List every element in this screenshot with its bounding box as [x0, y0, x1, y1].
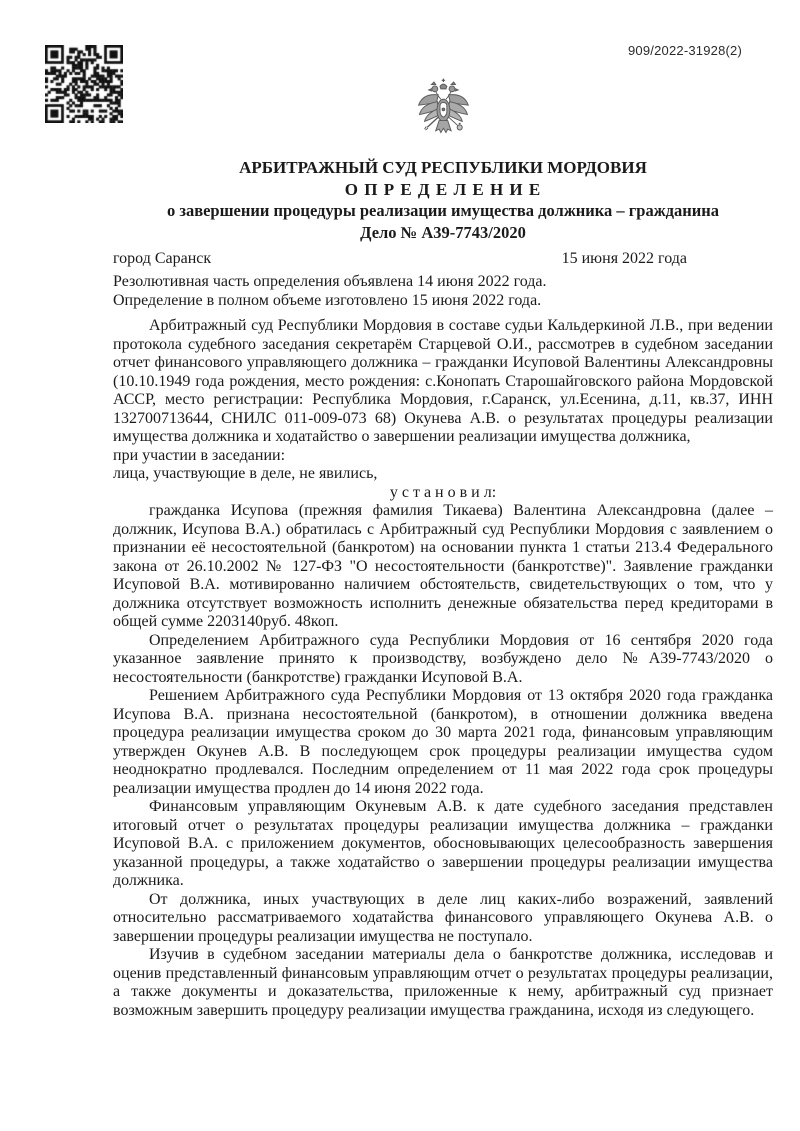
intro-paragraph: Арбитражный суд Республики Мордовия в составе судьи Кальдеркиной Л.В., при ведении протокола судебного заседания секретарём Старцевой О.И., рассмотрев в судебном заседании отчет финансового управляющего должника – гражданки Исуповой Валентины Александровны (10.10.1949 года рождения, место рождения: с.Конопать Старошайговского района Мордовской АССР, место регистрации: Республика Мордовия, г.Саранск, ул.Есенина, д.11, кв.37, ИНН 132700713644, СНИЛС 011-009-073 68) Окунева А.В. о результатах процедуры реализации имущества должника и ходатайство о завершении реализации имущества должника,: [113, 317, 773, 445]
body-paragraph: Решением Арбитражного суда Республики Мордовия от 13 октября 2020 года гражданка Исупова В.А. признана несостоятельной (банкротом), в отношении должника введена процедура реализации имущества сроком до 30 марта 2021 года, финансовым управляющим утвержден Окунев А.В. В последующем срок процедуры реализации имущества судом неоднократно продлевался. Последним определением от 11 мая 2022 года срок процедуры реализации имущества продлен до 14 июня 2022 года.: [113, 687, 773, 797]
body-paragraph: Изучив в судебном заседании материалы дела о банкротстве должника, исследовав и оценив представленный финансовым управляющим отчет о результатах процедуры реализации, а также документы и доказательства, приложенные к нему, арбитражный суд признает возможным завершить процедуру реализации имущества гражданина, исходя из следующего.: [113, 946, 773, 1019]
announcement-dates: [113, 273, 773, 310]
document-registration-number: 909/2022-31928(2): [628, 43, 742, 58]
full-text-line: Определение в полном объеме изготовлено 15 июня 2022 года.: [113, 291, 542, 309]
ustanovil-heading: у с т а н о в и л:: [389, 483, 497, 501]
coat-of-arms-icon: [113, 76, 773, 148]
court-name: АРБИТРАЖНЫЙ СУД РЕСПУБЛИКИ МОРДОВИЯ: [239, 158, 647, 177]
document-header: [113, 157, 773, 243]
body-paragraph: Финансовым управляющим Окуневым А.В. к дате судебного заседания представлен итоговый отчет о результатах процедуры реализации имущества должника – гражданки Исуповой В.А. с приложением документов, обосновывающих целесообразность завершения указанной процедуры, а также ходатайство о завершении процедуры реализации имущества должника.: [113, 798, 773, 889]
resolutive-part-line: Резолютивная часть определения объявлена 14 июня 2022 года.: [113, 273, 547, 290]
decision-date: 15 июня 2022 года: [561, 250, 687, 267]
body-paragraph: гражданка Исупова (прежняя фамилия Тикаева) Валентина Александровна (далее – должник, Исупова В.А.) обратилась с Арбитражный суд Республики Мордовия с заявлением о признании её несостоятельной (банкротом) на основании пункта 1 статьи 213.4 Федерального закона от 26.10.2002 № 127-ФЗ "О несостоятельности (банкротстве)". Заявление гражданки Исуповой В.А. мотивированно наличием обстоятельств, свидетельствующих о том, что у должника отсутствует возможность исполнить денежные обязательства перед кредиторами в общей сумме 2203140руб. 48коп.: [113, 502, 773, 630]
attendance-label: при участии в заседании:: [113, 446, 286, 464]
document-subject: о завершении процедуры реализации имущества должника – гражданина: [166, 201, 720, 220]
attendance-line: лица, участвующие в деле, не явились,: [113, 465, 378, 482]
case-number: Дело № А39-7743/2020: [360, 222, 526, 242]
document-type-title: О П Р Е Д Е Л Е Н И Е: [344, 179, 542, 199]
city: город Саранск: [113, 250, 212, 267]
body-paragraph: От должника, иных участвующих в деле лиц каких-либо возражений, заявлений относительно рассматриваемого ходатайства финансового управляющего Окунева А.В. о завершении процедуры реализации имущества не поступало.: [113, 890, 773, 945]
place-and-date-row: [113, 249, 773, 268]
body-paragraph: Определением Арбитражного суда Республики Мордовия от 16 сентября 2020 года указанное заявление принято к производству, возбуждено дело №А39-7743/2020 о несостоятельности (банкротстве) гражданки Исуповой В.А.: [113, 631, 773, 686]
